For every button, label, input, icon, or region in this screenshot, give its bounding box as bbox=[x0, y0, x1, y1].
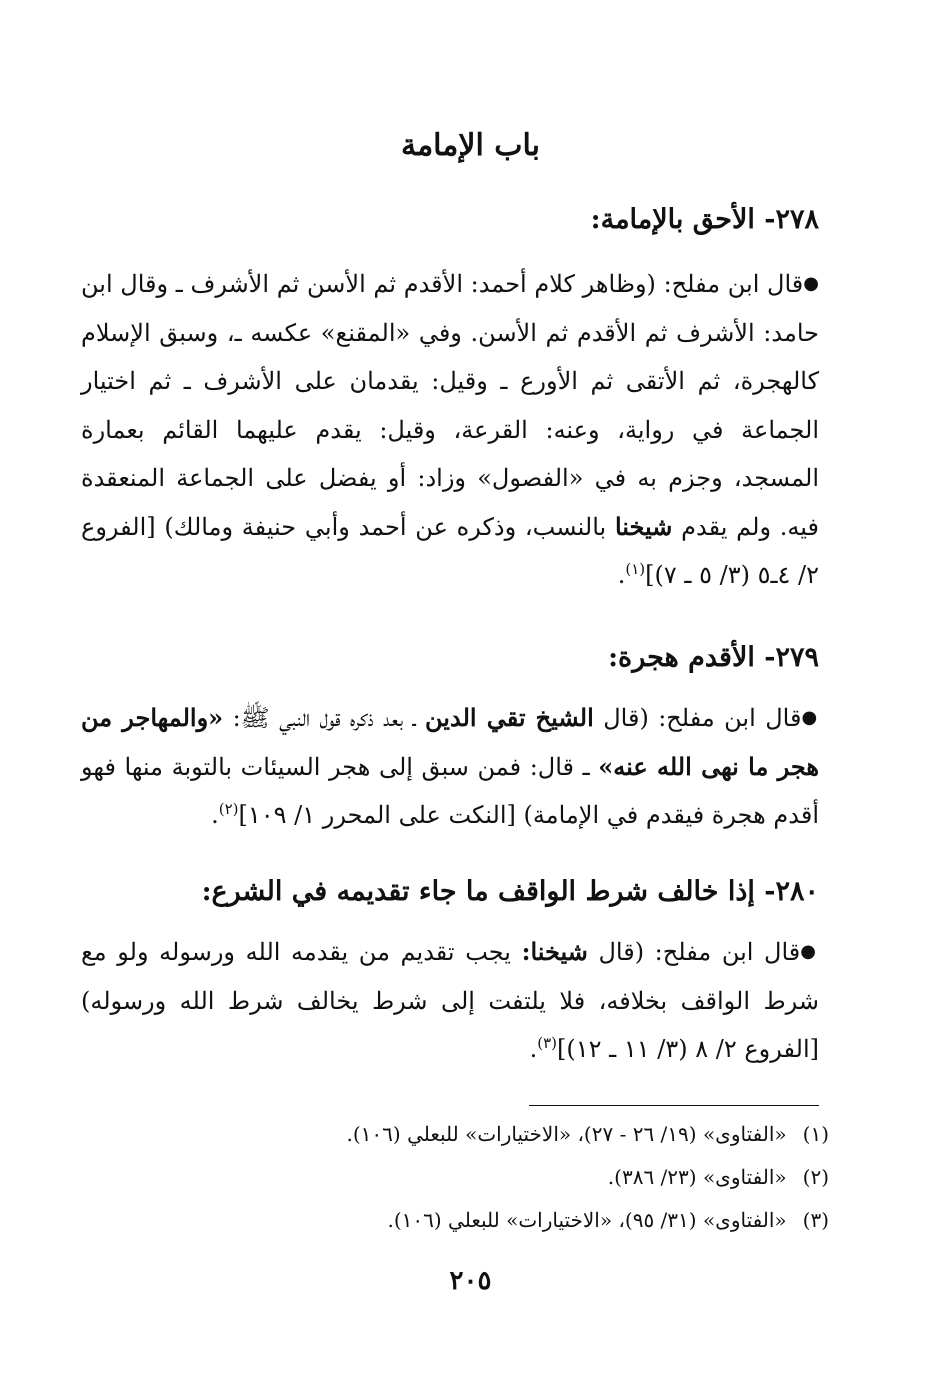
footnote-number: (٢) bbox=[802, 1165, 829, 1189]
section-heading-279: ٢٧٩- الأقدم هجرة: bbox=[608, 642, 819, 673]
footnote-number: (١) bbox=[802, 1122, 829, 1146]
section-body-279 bbox=[81, 694, 819, 840]
body-text: قال ابن مفلح: (قال bbox=[603, 704, 802, 732]
footnote-divider bbox=[529, 1105, 819, 1106]
footnote-number: (٣) bbox=[802, 1208, 829, 1232]
body-text: ـ بعد ذكره قول النبي ﷺ: bbox=[232, 704, 416, 732]
page-number: ٢٠٥ bbox=[449, 1266, 492, 1296]
end-mark: . bbox=[211, 801, 219, 829]
body-text: يجب تقديم من يقدمه الله ورسوله ولو مع شرط الواقف بخلافه، فلا يلتفت إلى شرط يخالف شرط الله ورسوله) [الفروع ٢/ ٨ (٣/ ١١ ـ ١٢)] bbox=[81, 938, 819, 1063]
bold-term: شيخنا: bbox=[521, 937, 588, 966]
section-body-278 bbox=[81, 260, 819, 600]
body-text: قال ابن مفلح: (وظاهر كلام أحمد: الأقدم ثم الأسن ثم الأشرف ـ وقال ابن حامد: الأشرف ثم الأقدم ثم الأسن. وفي «المقنع» عكسه ـ، وسبق الإسلام كالهجرة، ثم الأتقى ثم الأورع ـ وقيل: يقدمان على الأشرف ـ ثم اختيار الجماعة في رواية، وعنه: القرعة، وقيل: يقدم عليهما القائم بعمارة المسجد، وجزم به في «الفصول» وزاد: أو يفضل على الجماعة المنعقدة فيه. ولم يقدم bbox=[81, 270, 820, 541]
bullet-mark: ● bbox=[803, 273, 819, 294]
section-body-280 bbox=[81, 928, 819, 1074]
chapter-title: باب الإمامة bbox=[401, 128, 540, 163]
bold-hadith: «والمهاجر من هجر ما نهى الله عنه» bbox=[81, 703, 820, 781]
footnote-ref[interactable]: (٢) bbox=[218, 800, 239, 818]
body-text: ـ قال: فمن سبق إلى هجر السيئات بالتوبة منها فهو أقدم هجرة فيقدم في الإمامة) [النكت على المحرر ١/ ١٠٩] bbox=[81, 752, 819, 829]
footnote-text: «الفتاوى» (٣١/ ٩٥)، «الاختيارات» للبعلي (١٠٦). bbox=[387, 1208, 787, 1232]
section-heading-280: ٢٨٠- إذا خالف شرط الواقف ما جاء تقديمه في الشرع: bbox=[201, 876, 819, 907]
end-mark: . bbox=[617, 561, 626, 589]
end-mark: . bbox=[529, 1035, 538, 1063]
footnote-3 bbox=[89, 1205, 829, 1235]
footnote-2 bbox=[89, 1162, 829, 1192]
footnote-text: «الفتاوى» (٢٣/ ٣٨٦). bbox=[607, 1165, 787, 1189]
footnote-text: «الفتاوى» (١٩/ ٢٦ - ٢٧)، «الاختيارات» للبعلي (١٠٦). bbox=[346, 1122, 787, 1146]
body-text: بالنسب، وذكره عن أحمد وأبي حنيفة ومالك) [الفروع ٢/ ٤ـ٥ (٣/ ٥ ـ ٧)] bbox=[81, 512, 819, 589]
footnote-ref[interactable]: (٣) bbox=[537, 1034, 558, 1052]
bold-term: شيخنا bbox=[614, 511, 673, 541]
bullet-mark: ● bbox=[800, 941, 819, 962]
body-text: قال ابن مفلح: (قال bbox=[598, 938, 801, 966]
footnote-1 bbox=[89, 1119, 829, 1149]
footnote-ref[interactable]: (١) bbox=[625, 560, 646, 578]
section-heading-278: ٢٧٨- الأحق بالإمامة: bbox=[590, 204, 819, 235]
bullet-mark: ● bbox=[801, 707, 819, 728]
bold-term: الشيخ تقي الدين bbox=[425, 703, 594, 732]
